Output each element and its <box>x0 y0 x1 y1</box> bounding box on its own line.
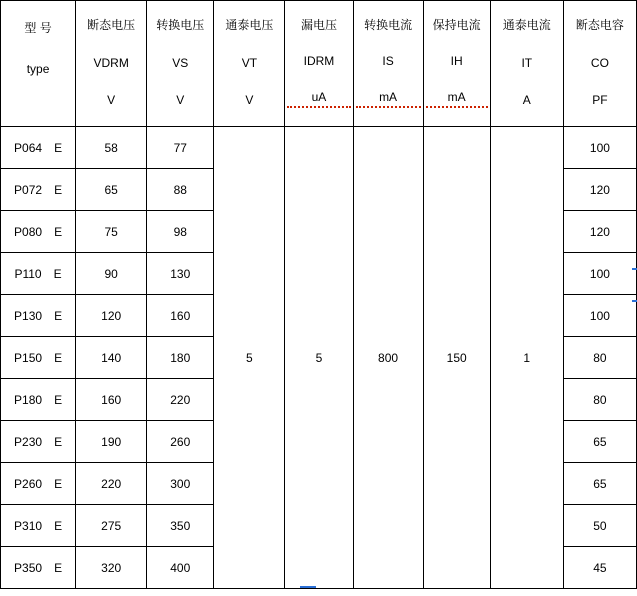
header-symbol-ih: IH <box>450 54 463 69</box>
cell-idrm-merged: 5 <box>285 127 353 589</box>
header-unit-vdrm: V <box>107 92 116 107</box>
cell-type <box>1 337 76 379</box>
type-suffix: E <box>54 182 63 197</box>
header-cn-vdrm: 断态电压 <box>87 18 136 33</box>
header-cell-vs <box>147 1 214 127</box>
header-cn-type: 型 号 <box>24 20 52 35</box>
header-cell-it <box>490 1 563 127</box>
cell-is-merged: 800 <box>353 127 423 589</box>
cell-vs: 77 <box>147 127 214 169</box>
cell-vs: 300 <box>147 463 214 505</box>
cell-co: 80 <box>563 379 636 421</box>
header-cell-vdrm <box>76 1 147 127</box>
header-cn-co: 断态电容 <box>575 18 624 33</box>
cell-type <box>1 127 76 169</box>
type-name: P230 <box>14 434 43 449</box>
cell-type <box>1 295 76 337</box>
cell-vs: 98 <box>147 211 214 253</box>
cell-type <box>1 379 76 421</box>
header-unit-is: mA <box>356 91 421 108</box>
type-suffix: E <box>54 350 63 365</box>
header-unit-it: A <box>522 92 531 107</box>
header-cell-idrm <box>285 1 353 127</box>
cell-vdrm: 160 <box>76 379 147 421</box>
cell-ih-merged: 150 <box>423 127 490 589</box>
header-symbol-it: IT <box>521 55 533 70</box>
header-unit-co: PF <box>592 92 608 107</box>
type-name: P130 <box>14 308 43 323</box>
cell-vs: 160 <box>147 295 214 337</box>
cell-it-merged: 1 <box>490 127 563 589</box>
cell-vt-merged: 5 <box>214 127 285 589</box>
cell-vs: 220 <box>147 379 214 421</box>
cell-co: 45 <box>563 547 636 589</box>
cell-vs: 88 <box>147 169 214 211</box>
cell-vdrm: 58 <box>76 127 147 169</box>
cell-type <box>1 505 76 547</box>
type-suffix: E <box>53 266 62 281</box>
cell-vs: 180 <box>147 337 214 379</box>
cell-vdrm: 140 <box>76 337 147 379</box>
cell-co: 100 <box>563 295 636 337</box>
header-symbol-co: CO <box>590 55 609 70</box>
type-name: P310 <box>14 518 43 533</box>
header-symbol-vt: VT <box>241 55 258 70</box>
cell-type <box>1 547 76 589</box>
cell-co: 100 <box>563 127 636 169</box>
cell-vdrm: 320 <box>76 547 147 589</box>
header-cell-vt <box>214 1 285 127</box>
table-row <box>1 127 637 169</box>
cell-vs: 130 <box>147 253 214 295</box>
type-suffix: E <box>54 224 63 239</box>
header-cell-co <box>563 1 636 127</box>
cell-vs: 350 <box>147 505 214 547</box>
edge-marker-right-lower <box>632 300 637 302</box>
header-cell-is <box>353 1 423 127</box>
cell-co: 120 <box>563 169 636 211</box>
cell-vdrm: 65 <box>76 169 147 211</box>
header-symbol-idrm: IDRM <box>303 54 335 69</box>
header-symbol-vdrm: VDRM <box>93 55 129 70</box>
cell-co: 50 <box>563 505 636 547</box>
cell-vdrm: 90 <box>76 253 147 295</box>
type-suffix: E <box>54 140 63 155</box>
type-name: P080 <box>14 224 43 239</box>
header-cn-idrm: 漏电压 <box>300 17 337 32</box>
header-cn-vt: 通泰电压 <box>225 18 274 33</box>
header-cell-ih <box>423 1 490 127</box>
header-cell-type <box>1 1 76 127</box>
header-cn-is: 转换电流 <box>364 17 413 32</box>
header-cn-it: 通泰电流 <box>502 18 551 33</box>
cell-co: 65 <box>563 463 636 505</box>
type-suffix: E <box>54 308 63 323</box>
cell-type <box>1 421 76 463</box>
header-cn-ih: 保持电流 <box>432 17 481 32</box>
header-symbol-type: type <box>26 62 50 77</box>
type-suffix: E <box>54 560 63 575</box>
header-cn-vs: 转换电压 <box>156 18 205 33</box>
cell-type <box>1 253 76 295</box>
type-name: P072 <box>14 182 43 197</box>
type-name: P260 <box>14 476 43 491</box>
cell-co: 100 <box>563 253 636 295</box>
type-name: P150 <box>14 350 43 365</box>
cell-vdrm: 275 <box>76 505 147 547</box>
edge-marker-right-upper <box>632 268 637 270</box>
cell-co: 120 <box>563 211 636 253</box>
header-unit-ih: mA <box>426 91 488 108</box>
cell-vdrm: 220 <box>76 463 147 505</box>
cell-co: 80 <box>563 337 636 379</box>
type-suffix: E <box>54 518 63 533</box>
cell-vdrm: 120 <box>76 295 147 337</box>
cell-type <box>1 169 76 211</box>
cell-vdrm: 190 <box>76 421 147 463</box>
header-symbol-is: IS <box>382 54 394 69</box>
type-name: P180 <box>14 392 43 407</box>
cell-type <box>1 211 76 253</box>
table-header-row <box>1 1 637 127</box>
cell-vdrm: 75 <box>76 211 147 253</box>
type-suffix: E <box>54 434 63 449</box>
cell-vs: 400 <box>147 547 214 589</box>
header-unit-idrm: uA <box>287 91 350 108</box>
type-name: P064 <box>14 140 43 155</box>
type-suffix: E <box>54 392 63 407</box>
cell-co: 65 <box>563 421 636 463</box>
type-name: P110 <box>14 266 42 281</box>
cell-type <box>1 463 76 505</box>
header-symbol-vs: VS <box>172 55 189 70</box>
header-unit-vs: V <box>176 92 185 107</box>
cell-vs: 260 <box>147 421 214 463</box>
type-suffix: E <box>54 476 63 491</box>
header-unit-vt: V <box>245 92 254 107</box>
edge-marker-bottom <box>300 586 316 588</box>
type-name: P350 <box>14 560 43 575</box>
